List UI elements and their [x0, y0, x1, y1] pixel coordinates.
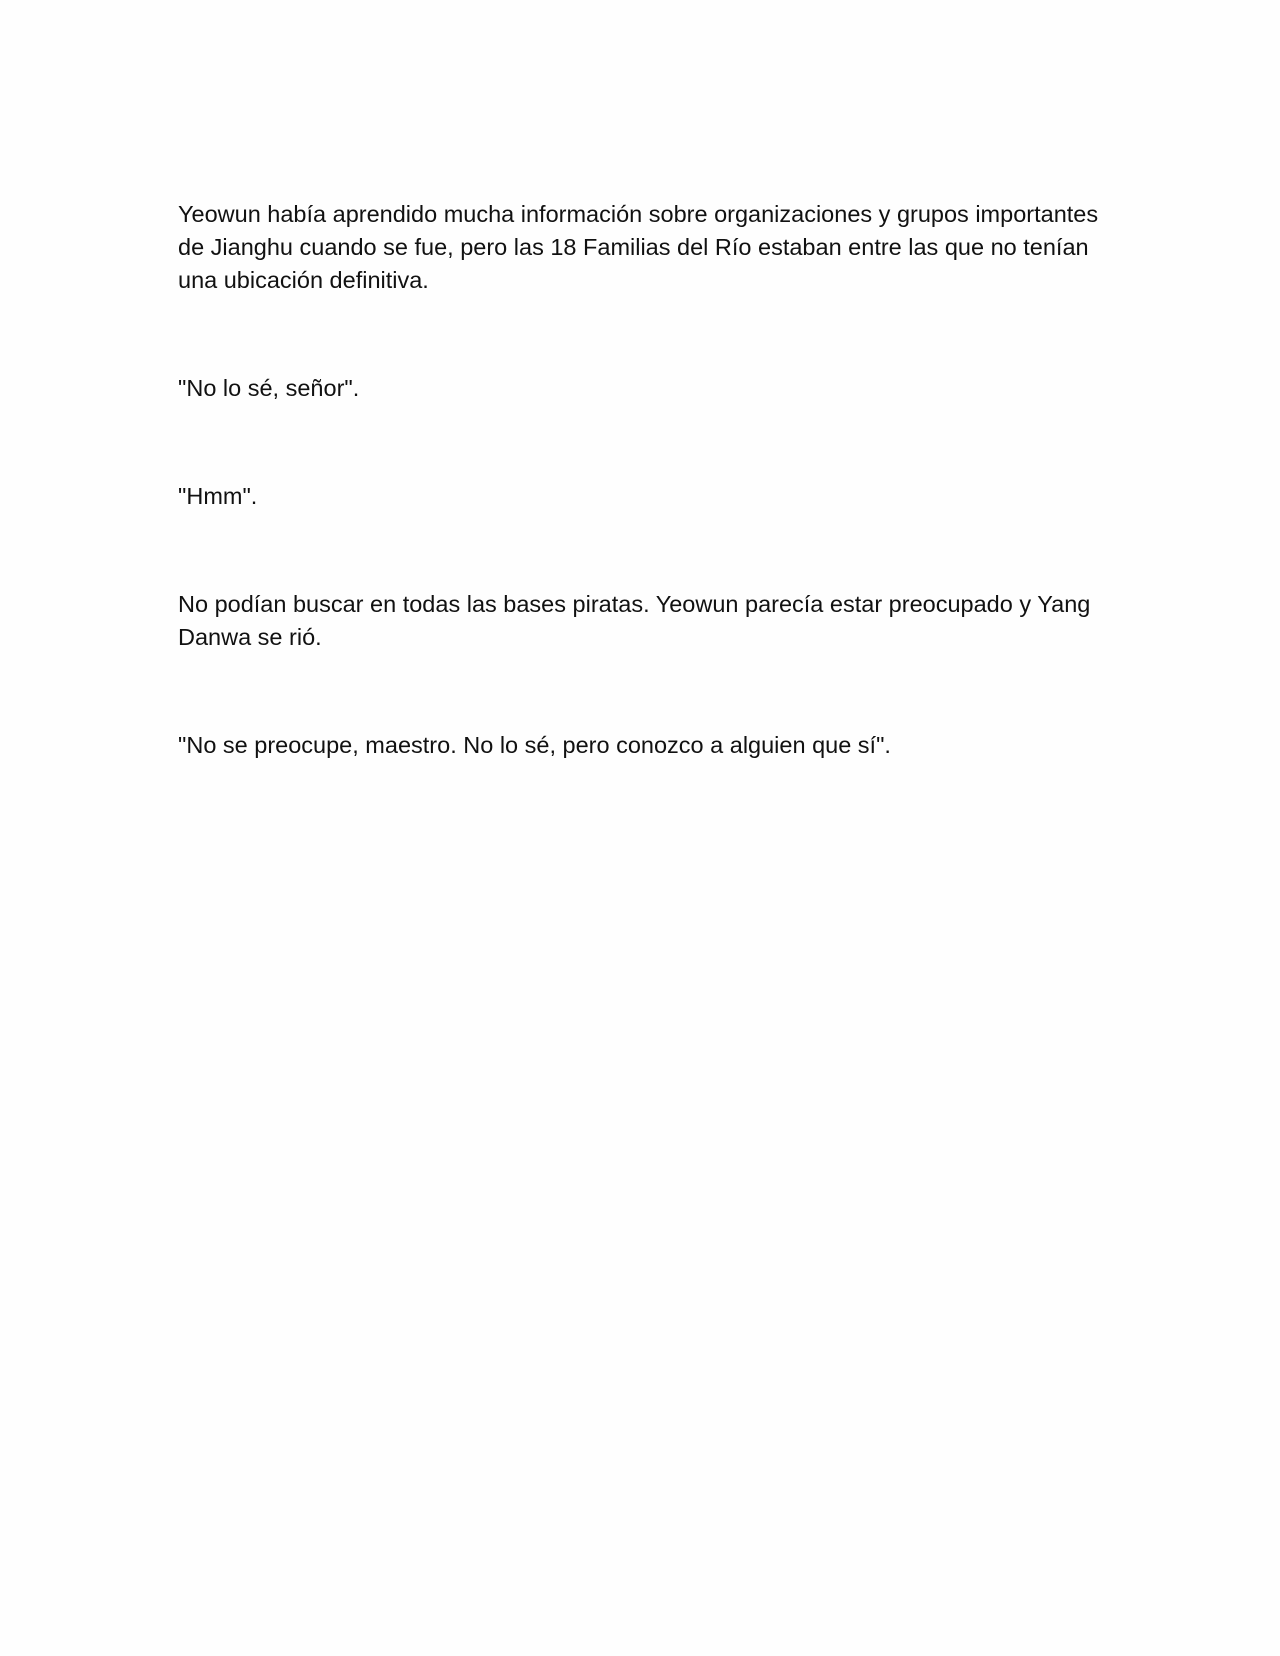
paragraph-narration-1: Yeowun había aprendido mucha información sobre organizaciones y grupos importantes de Jianghu cuando se fue, pero las 18 Familias del Río estaban entre las que no tenían una ubicación definitiva. [178, 201, 1099, 293]
document-body [178, 198, 1118, 762]
paragraph-narration-2: No podían buscar en todas las bases piratas. Yeowun parecía estar preocupado y Yang Danwa se rió. [178, 591, 1091, 650]
paragraph-dialogue-3: "No se preocupe, maestro. No lo sé, pero conozco a alguien que sí". [178, 732, 891, 758]
paragraph-dialogue-1: "No lo sé, señor". [178, 375, 360, 401]
paragraph-dialogue-2: "Hmm". [178, 483, 258, 509]
